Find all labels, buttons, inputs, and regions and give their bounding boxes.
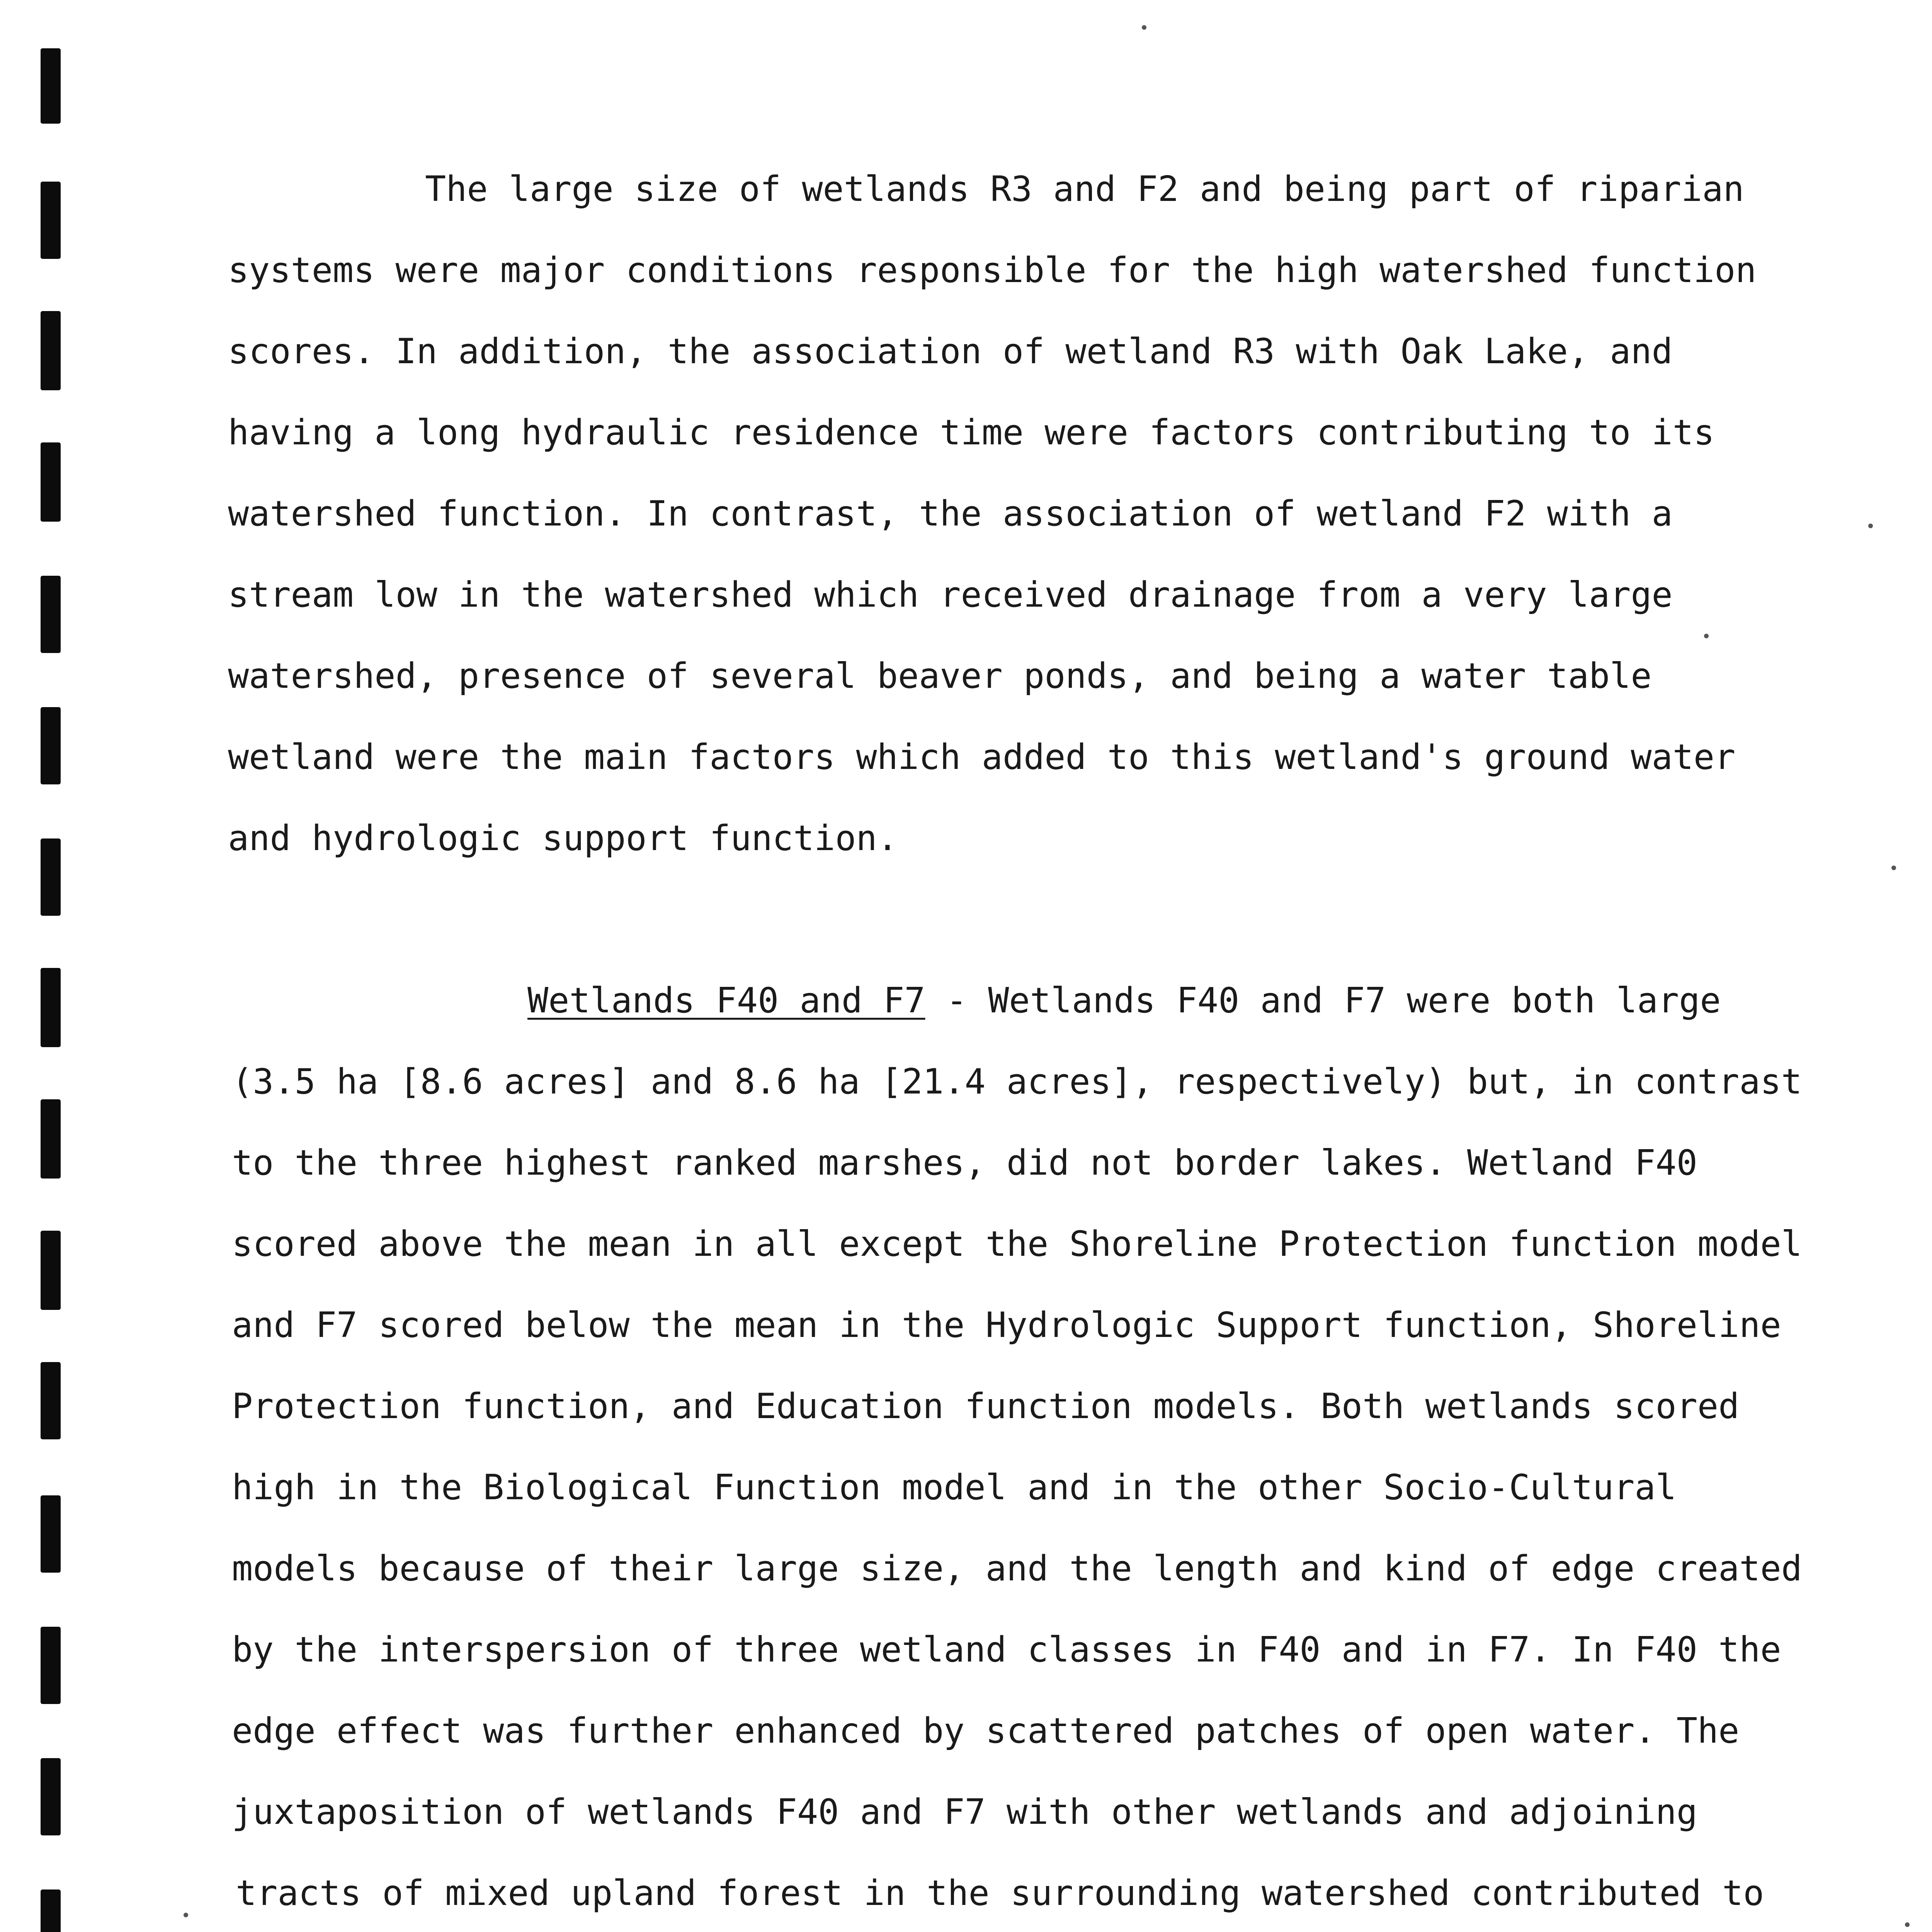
text-line: Protection function, and Education function models. Both wetlands scored xyxy=(232,1386,1740,1427)
binding-mark xyxy=(41,442,61,522)
scan-speck xyxy=(1868,524,1873,528)
scan-speck xyxy=(1142,25,1146,30)
section-heading: Wetlands F40 and F7 xyxy=(527,980,925,1021)
text-line: and F7 scored below the mean in the Hydrologic Support function, Shoreline xyxy=(232,1305,1781,1345)
text-line: (3.5 ha [8.6 acres] and 8.6 ha [21.4 acres], respectively) but, in contrast xyxy=(232,1061,1802,1102)
text-line: wetland were the main factors which added to this wetland's ground water xyxy=(228,737,1736,777)
heading-continuation: - Wetlands F40 and F7 were both large xyxy=(925,980,1721,1021)
binding-mark xyxy=(41,1231,61,1310)
binding-mark xyxy=(41,48,61,124)
scan-speck xyxy=(1704,634,1709,638)
text-line: scores. In addition, the association of wetland R3 with Oak Lake, and xyxy=(228,331,1673,372)
text-line: high in the Biological Function model and in the other Socio-Cultural xyxy=(232,1467,1677,1508)
binding-mark xyxy=(41,1099,61,1179)
binding-mark xyxy=(41,311,61,390)
binding-mark xyxy=(41,1627,61,1704)
binding-mark xyxy=(41,1362,61,1439)
binding-mark xyxy=(41,182,61,259)
text-line: The large size of wetlands R3 and F2 and being part of riparian xyxy=(425,169,1744,209)
binding-mark xyxy=(41,838,61,916)
scan-speck xyxy=(184,1913,188,1917)
text-line: tracts of mixed upland forest in the surrounding watershed contributed to xyxy=(236,1873,1764,1913)
text-line: watershed function. In contrast, the association of wetland F2 with a xyxy=(228,493,1673,534)
text-line: edge effect was further enhanced by scattered patches of open water. The xyxy=(232,1711,1740,1751)
binding-mark xyxy=(41,707,61,784)
text-line: to the three highest ranked marshes, did not border lakes. Wetland F40 xyxy=(232,1143,1697,1183)
text-line: and hydrologic support function. xyxy=(228,818,898,859)
text-line: juxtaposition of wetlands F40 and F7 with other wetlands and adjoining xyxy=(232,1792,1697,1832)
binding-mark xyxy=(41,576,61,653)
binding-mark xyxy=(41,1495,61,1573)
text-line: by the interspersion of three wetland classes in F40 and in F7. In F40 the xyxy=(232,1629,1781,1670)
text-line: systems were major conditions responsible for the high watershed function xyxy=(228,250,1757,291)
binding-mark xyxy=(41,1889,61,1932)
text-line: having a long hydraulic residence time were factors contributing to its xyxy=(228,412,1715,453)
binding-mark xyxy=(41,1758,61,1835)
text-line: models because of their large size, and the length and kind of edge created xyxy=(232,1548,1802,1589)
scan-speck xyxy=(1891,866,1896,870)
binding-mark xyxy=(41,968,61,1047)
text-line: watershed, presence of several beaver ponds, and being a water table xyxy=(228,656,1652,696)
binding-marks xyxy=(0,0,77,1932)
text-line: stream low in the watershed which received drainage from a very large xyxy=(228,575,1673,615)
scan-speck xyxy=(1905,1922,1910,1927)
text-line: scored above the mean in all except the Shoreline Protection function model xyxy=(232,1224,1802,1264)
section-heading-line xyxy=(527,981,1721,1020)
